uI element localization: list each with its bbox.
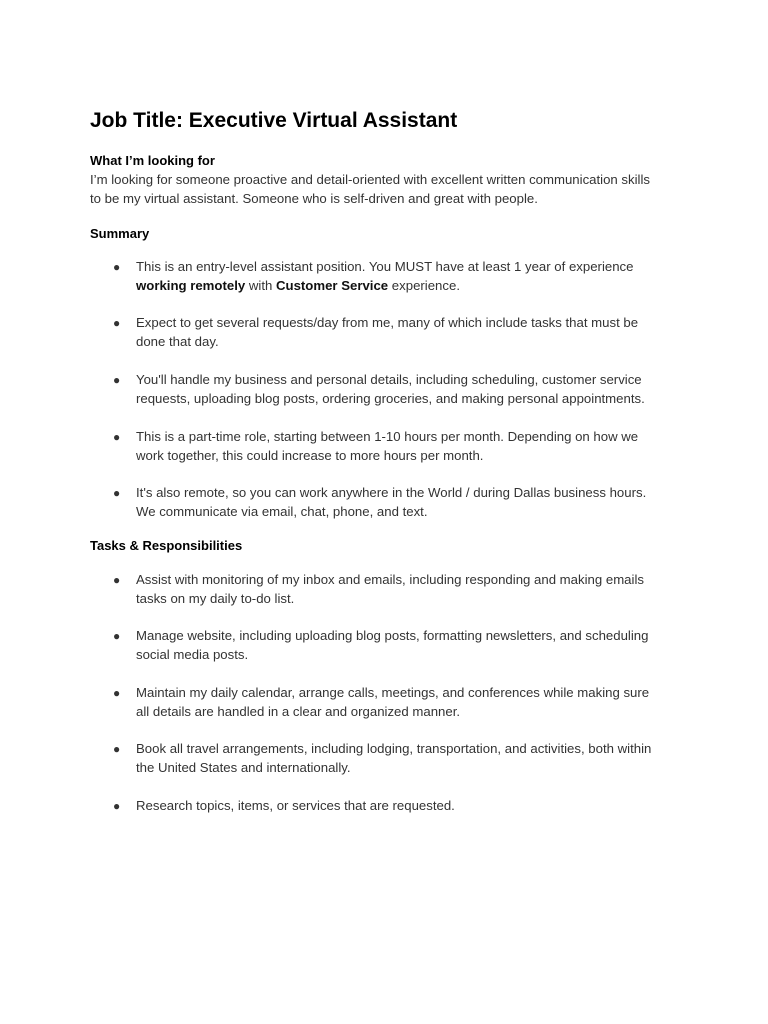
tasks-item-4-line-2: the United States and internationally. [136, 759, 351, 775]
summary-item-1-line-2 [136, 277, 696, 296]
summary-item-2-line-1: Expect to get several requests/day from me, many of which include tasks that must be [136, 315, 639, 330]
summary-item-5-line-1: It's also remote, so you can work anywhere in the World / during Dallas business hours. [136, 485, 647, 500]
looking-for-line-2: to be my virtual assistant. Someone who is self-driven and great with people. [90, 190, 538, 206]
tasks-item-3-line-2: all details are handled in a clear and organized manner. [136, 703, 461, 719]
summary-item-4-line-2: work together, this could increase to more hours per month. [136, 447, 484, 463]
summary-item-1-line-1: This is an entry-level assistant position. You MUST have at least 1 year of experience [136, 259, 634, 274]
list-item-text [136, 428, 696, 465]
list-item-text [136, 258, 696, 295]
bullet-dot: ● [113, 430, 121, 444]
page-title: Job Title: Executive Virtual Assistant [90, 109, 458, 132]
bullet-dot: ● [113, 573, 121, 587]
tasks-item-3-line-1: Maintain my daily calendar, arrange calls, meetings, and conferences while making sure [136, 685, 650, 700]
looking-for-heading: What I’m looking for [90, 153, 215, 168]
list-item-text [136, 571, 696, 608]
looking-for-line-1: I’m looking for someone proactive and detail-oriented with excellent written communication skills [90, 172, 650, 187]
tasks-item-2-line-1: Manage website, including uploading blog posts, formatting newsletters, and scheduling [136, 628, 649, 643]
summary-item-4-line-1: This is a part-time role, starting between 1-10 hours per month. Depending on how we [136, 429, 639, 444]
emphasis-working-remotely: working remotely [136, 277, 246, 293]
summary-item-2-line-2: done that day. [136, 333, 219, 349]
summary-item-3-line-2: requests, uploading blog posts, ordering groceries, and making personal appointments. [136, 390, 645, 406]
tasks-heading: Tasks & Responsibilities [90, 538, 243, 553]
list-item-text [136, 797, 696, 816]
bullet-dot: ● [113, 260, 121, 274]
emphasis-customer-service: Customer Service [275, 277, 389, 293]
tasks-item-4-line-1: Book all travel arrangements, including lodging, transportation, and activities, both within [136, 741, 652, 756]
list-item-text [136, 371, 696, 408]
list-item-text [136, 484, 696, 521]
tasks-item-2-line-2: social media posts. [136, 646, 249, 662]
bullet-dot: ● [113, 686, 121, 700]
looking-for-paragraph [90, 171, 690, 208]
tasks-item-1-line-1: Assist with monitoring of my inbox and emails, including responding and making emails [136, 572, 644, 587]
ending-text: experience. [388, 277, 460, 293]
list-item-text [136, 740, 696, 777]
bullet-dot: ● [113, 799, 121, 813]
tasks-item-5-line-1: Research topics, items, or services that are requested. [136, 798, 455, 813]
bullet-dot: ● [113, 629, 121, 643]
summary-item-5-line-2: We communicate via email, chat, phone, and text. [136, 503, 428, 519]
list-item-text [136, 627, 696, 664]
list-item-text [136, 684, 696, 721]
bullet-dot: ● [113, 373, 121, 387]
bullet-dot: ● [113, 742, 121, 756]
bullet-dot: ● [113, 316, 121, 330]
connector-text: with [245, 277, 276, 293]
list-item-text [136, 314, 696, 351]
bullet-dot: ● [113, 486, 121, 500]
summary-heading: Summary [90, 226, 150, 241]
tasks-item-1-line-2: tasks on my daily to-do list. [136, 590, 295, 606]
summary-item-3-line-1: You'll handle my business and personal details, including scheduling, customer service [136, 372, 642, 387]
